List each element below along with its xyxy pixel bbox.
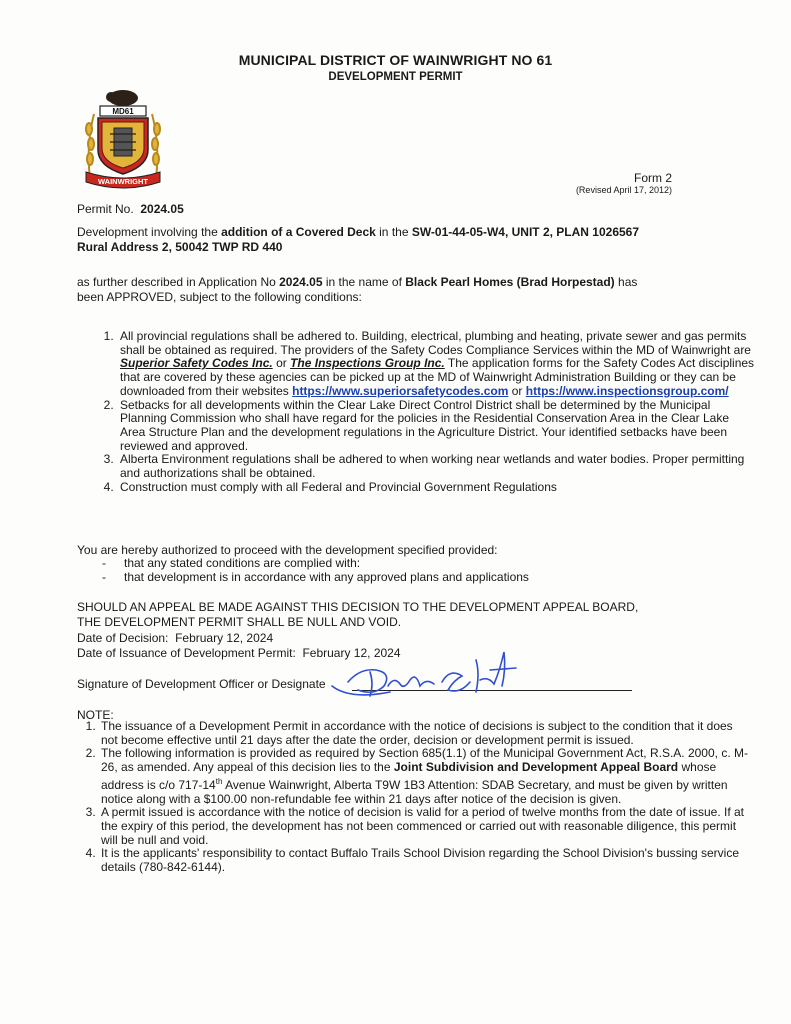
application-prefix: as further described in Application No — [77, 275, 276, 289]
appeal-warning — [77, 600, 757, 629]
note-item: 4. It is the applicants' responsibility to contact Buffalo Trails School Division regarding the School Division's bussing service details (780-842-6144). — [99, 847, 749, 874]
issuance-date: February 12, 2024 — [302, 646, 401, 660]
application-in-name: in the name of — [325, 275, 402, 289]
form-revised-date: (Revised April 17, 2012) — [575, 185, 672, 195]
dash: - — [102, 556, 106, 570]
authorization-item-text: that development is in accordance with any approved plans and applications — [124, 569, 529, 584]
permit-number-line — [77, 202, 184, 216]
application-statement — [77, 275, 717, 304]
condition-1-text: All provincial regulations shall be adhered to. Building, electrical, plumbing and heating, private sewer and gas permits shall be obtained as required. The providers of the Safety Codes Compliance Services within the MD of Wainwright are — [120, 329, 751, 357]
condition-item: 2. Setbacks for all developments within the Clear Lake Direct Control District shall be determined by the Municipal Planning Commission who shall have regard for the policies in the Residential Conservation Area in the Clear Lake Area Structure Plan and the development regulations in the Agriculture District. Your identified setbacks have been reviewed and approved. — [117, 399, 757, 454]
permit-number: 2024.05 — [140, 202, 184, 216]
application-number: 2024.05 — [279, 275, 323, 289]
notes-label: NOTE: — [77, 708, 114, 722]
development-type: addition of a Covered Deck — [221, 225, 376, 239]
document-title: MUNICIPAL DISTRICT OF WAINWRIGHT NO 61 — [238, 52, 553, 68]
agency-superior-safety-codes: Superior Safety Codes Inc. — [120, 356, 273, 371]
development-prefix: Development involving the — [77, 225, 218, 239]
note-2-text: The following information is provided as required by Section 685(1.1) of the Municipal Government Act, R.S.A. 2000, c. M-26, as amended. Any appeal of this decision lies to the — [101, 746, 748, 775]
superior-safety-codes-link[interactable]: https://www.superiorsafetycodes.com — [292, 383, 509, 398]
permit-number-label: Permit No. — [77, 202, 134, 216]
authorization-intro: You are hereby authorized to proceed with the development specified provided: — [77, 543, 498, 557]
applicant-name: Black Pearl Homes (Brad Horpestad) — [405, 275, 615, 289]
authorization-item — [102, 557, 529, 571]
appeal-board-name: Joint Subdivision and Development Appeal Board — [393, 760, 679, 775]
inspections-group-link[interactable]: https://www.inspectionsgroup.com/ — [525, 383, 729, 398]
conditions-list — [77, 330, 757, 494]
approval-status: been APPROVED, subject to the following conditions: — [77, 289, 362, 304]
crest-ribbon-bottom: WAINWRIGHT — [98, 177, 148, 186]
development-in-the: in the — [379, 225, 409, 239]
note-2-text-c: Avenue Wainwright, Alberta T9W 1B3 Attention: SDAB Secretary, and must be given by written notice along with a $100.00 non-refundable fee within 21 days after notice of the decision is given. — [101, 777, 728, 806]
condition-item: 4. Construction must comply with all Federal and Provincial Government Regulations — [117, 481, 757, 495]
condition-1-or: or — [276, 356, 287, 371]
handwritten-signature — [330, 640, 530, 702]
note-2-address: whose address is c/o 717-14 — [101, 760, 717, 792]
issuance-date-label: Date of Issuance of Development Permit: — [77, 646, 296, 660]
authorization-item-text: that any stated conditions are complied with: — [124, 556, 361, 570]
legal-land-location: SW-01-44-05-W4, UNIT 2, PLAN 1026567 — [411, 225, 640, 239]
ordinal-suffix: th — [215, 776, 223, 786]
signature-label: Signature of Development Officer or Designate — [77, 677, 326, 691]
condition-1-or-2: or — [511, 383, 523, 398]
agency-inspections-group: The Inspections Group Inc. — [290, 356, 445, 371]
condition-item: 3. Alberta Environment regulations shall be adhered to when working near wetlands and water bodies. Proper permitting and authorizations shall be obtained. — [117, 453, 757, 480]
municipal-crest-logo — [80, 84, 166, 192]
note-item: 1. The issuance of a Development Permit in accordance with the notice of decisions is subject to the condition that it does not become effective until 21 days after the date the order, decision or development permit is issued. — [99, 720, 749, 747]
decision-date: February 12, 2024 — [175, 631, 274, 645]
note-item — [99, 747, 749, 806]
form-number: Form 2 — [633, 171, 672, 185]
document-subtitle: DEVELOPMENT PERMIT — [328, 71, 463, 83]
appeal-line-2: THE DEVELOPMENT PERMIT SHALL BE NULL AND VOID. — [77, 614, 402, 629]
dash: - — [102, 569, 106, 584]
note-item: 3. A permit issued is accordance with the notice of decision is valid for a period of twelve months from the date of issue. If at the expiry of this period, the development has not been commenced or carried out with reasonable diligence, this permit will be null and void. — [99, 806, 749, 847]
decision-date-label: Date of Decision: — [77, 631, 169, 645]
condition-1-text-b: The application forms for the Safety Codes Act disciplines that are covered by these agencies can be picked up at the MD of Wainwright Administration Building or they can be downloaded from their websites — [120, 356, 755, 398]
notes-list — [77, 720, 749, 875]
development-description — [77, 225, 717, 254]
condition-item — [117, 330, 757, 399]
authorization-list — [102, 557, 529, 585]
crest-ribbon-top: MD61 — [112, 107, 134, 116]
application-has: has — [618, 275, 638, 289]
rural-address: Rural Address 2, 50042 TWP RD 440 — [77, 239, 283, 254]
authorization-item — [102, 571, 529, 585]
appeal-line-1: SHOULD AN APPEAL BE MADE AGAINST THIS DECISION TO THE DEVELOPMENT APPEAL BOARD, — [77, 600, 639, 614]
